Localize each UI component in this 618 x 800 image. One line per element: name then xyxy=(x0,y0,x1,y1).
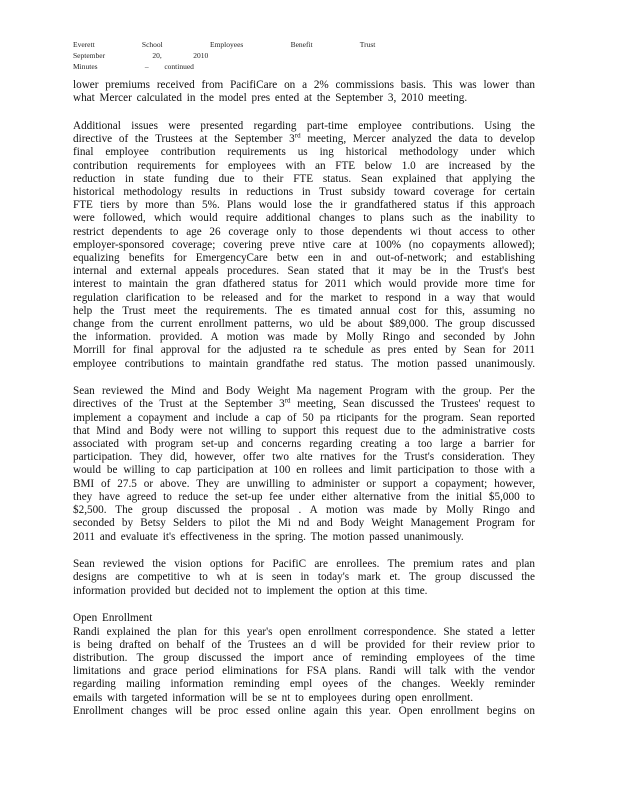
text-line: FTE tiers by more than 5%. Plans would lose the ir grandfathered status if this approach xyxy=(73,199,535,212)
section-heading: Open Enrollment xyxy=(73,612,153,625)
text-line: Enrollment changes will be proc essed online again this year. Open enrollment begins on xyxy=(73,704,535,717)
section-open-enrollment xyxy=(73,612,535,718)
text-line: emails with targeted information will be se nt to employees during open enrollment. xyxy=(73,691,474,704)
header-trust-name: Everett School Employees Benefit Trust xyxy=(73,40,376,49)
document-body xyxy=(73,79,535,732)
text-line xyxy=(73,398,535,411)
text-line: restrict dependents to age 26 coverage only to those dependents wi thout access to other xyxy=(73,225,535,238)
text-line: interest to maintain the gran dfathered status for 2011 which would provide more time for xyxy=(73,278,535,291)
text-line: would be willing to cap participation at 100 en rollees and limit participation to those with a xyxy=(73,464,535,477)
text-line: associated with program set-up and concerns regarding creating a too large a barrier for xyxy=(73,438,535,451)
text-line: regarding mailing information reminding empl oyees of the changes. Weekly reminder xyxy=(73,678,535,691)
text-line: final employee contribution requirements us ing historical methodology under which xyxy=(73,146,535,159)
text-line: regulation clarification to be released and for the market to respond in a way that would xyxy=(73,291,535,304)
text-line: help the Trust meet the requirements. The es timated annual cost for this, assuming no xyxy=(73,304,535,317)
text-line: designs are competitive to wh at is seen in today's mark et. The group discussed the xyxy=(73,571,535,584)
text-line: historical methodology results in reductions in Trust subsidy toward coverage for certain xyxy=(73,185,535,198)
text-line: contribution requirements for employees with an FTE below 1.0 are increased by the xyxy=(73,159,535,172)
text-line: change from the current enrollment patterns, wo uld be about $89,000. The group discussed xyxy=(73,317,535,330)
text-line: reduction in state funding due to their FTE status. Sean explained that applying the xyxy=(73,172,535,185)
text-line: is being drafted on behalf of the Trustees an d will be provided for their review prior to xyxy=(73,638,535,651)
text-line: Randi explained the plan for this year's open enrollment correspondence. She stated a letter xyxy=(73,625,535,638)
text-line: participation. They did, however, offer two alte rnatives for the Trust's consideration. They xyxy=(73,451,535,464)
text-line: distribution. The group discussed the import ance of reminding employees of the time xyxy=(73,651,535,664)
text-line: Sean reviewed the vision options for PacifiC are enrollees. The premium rates and plan xyxy=(73,558,535,571)
text-line: what Mercer calculated in the model pres ented at the September 3, 2010 meeting. xyxy=(73,92,468,105)
text-line: seconded by Betsy Selders to pilot the Mi nd and Body Weight Management Program for xyxy=(73,517,535,530)
text-line: internal and external appeals procedures. Sean stated that it may be in the Trust's best xyxy=(73,265,535,278)
text-segment: directive of the Trustees at the September 3 xyxy=(73,133,295,146)
text-segment: meeting, Mercer analyzed the data to develop xyxy=(307,133,535,146)
text-line: equalizing benefits for EmergencyCare betw een in and out-of-network; and establishing xyxy=(73,251,535,264)
text-line: information provided but decided not to implement the option at this time. xyxy=(73,584,428,597)
text-line: limitations and grace period eliminations for FSA plans. Randi will talk with the vendor xyxy=(73,665,535,678)
text-line: Morrill for final approval for the adjusted ra te schedule as pres ented by Sean for 2011 xyxy=(73,344,535,357)
paragraph-mind-body-program xyxy=(73,385,535,543)
text-line: Additional issues were presented regarding part-time employee contributions. Using the xyxy=(73,119,535,132)
text-segment: directives of the Trust at the September 3 xyxy=(73,398,285,411)
text-line: 2011 and evaluate it's effectiveness in the spring. The motion passed unanimously. xyxy=(73,530,464,543)
paragraph-pacificare-premiums xyxy=(73,79,535,105)
document-header xyxy=(73,39,375,72)
ordinal-suffix: rd xyxy=(284,398,291,405)
text-line: Sean reviewed the Mind and Body Weight Ma nagement Program with the group. Per the xyxy=(73,385,535,398)
text-line: lower premiums received from PacifiCare on a 2% commissions basis. This was lower than xyxy=(73,79,535,91)
text-line: they have agreed to reduce the set-up fee under either alternative from the initial $5,000 to xyxy=(73,490,535,503)
paragraph-vision-options xyxy=(73,558,535,598)
text-line: employer-sponsored coverage; covering preve ntive care at 100% (no copayments allowed); xyxy=(73,238,535,251)
text-line: were followed, which would require additional changes to plans such as the inability to xyxy=(73,212,535,225)
text-line: $2,500. The group discussed the proposal . A motion was made by Molly Ringo and xyxy=(73,504,535,517)
text-line: implement a copayment and include a cap of 50 pa rticipants for the program. Sean reported xyxy=(73,411,535,424)
ordinal-suffix: rd xyxy=(294,133,301,140)
header-date: September 20, 2010 xyxy=(73,51,209,60)
paragraph-part-time-contributions xyxy=(73,120,535,371)
text-line: BMI of 27.5 or above. They are unwilling to administer or support a copayment; however, xyxy=(73,477,535,490)
text-line xyxy=(73,133,535,146)
text-line: that Mind and Body were not willing to support this request due to the administrative costs xyxy=(73,424,535,437)
text-line: the information. provided. A motion was made by Molly Ringo and seconded by John xyxy=(73,331,535,344)
header-minutes: Minutes – continued xyxy=(73,62,194,71)
text-segment: meeting, Sean discussed the Trustees' request to xyxy=(297,398,535,411)
text-line: employee contributions to maintain grandfathe red status. The motion passed unanimously. xyxy=(73,357,535,370)
